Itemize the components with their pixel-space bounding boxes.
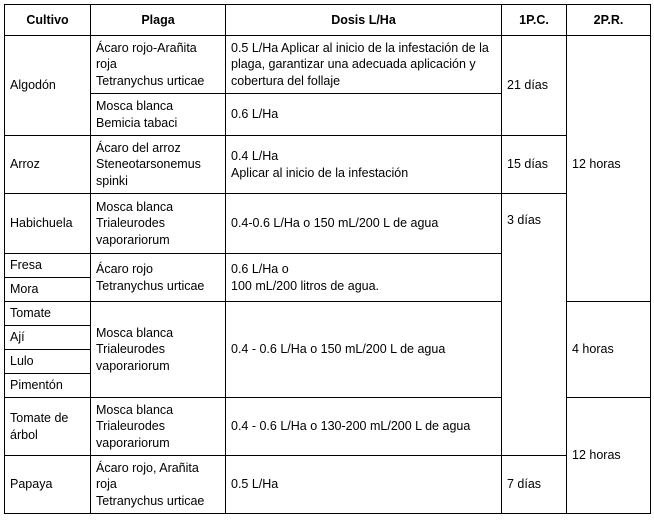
plaga-scientific: Tetranychus urticae [96, 278, 205, 293]
table-row [5, 36, 651, 94]
cell-pr-first: 12 horas [567, 136, 651, 194]
cell-pr-empty [567, 36, 651, 136]
header-plaga: Plaga [91, 5, 226, 36]
dosis-line: 0.4 L/Ha [231, 149, 279, 164]
cell-dosis: 0.5 L/Ha Aplicar al inicio de la infestación de la plaga, garantizar una adecuada aplicación y cobertura del follaje [226, 36, 502, 94]
cell-pr-third: 12 horas [567, 398, 651, 514]
plaga-scientific: Tetranychus urticae [96, 493, 205, 508]
cell-dosis [226, 136, 502, 194]
cell-dosis: 0.4-0.6 L/Ha o 150 mL/200 L de agua [226, 194, 502, 254]
dosis-line: Aplicar al inicio de la infestación [231, 165, 409, 180]
cell-dosis: 0.5 L/Ha [226, 456, 502, 514]
cell-plaga [91, 456, 226, 514]
plaga-common: Ácaro rojo, Arañita roja [96, 461, 199, 492]
cell-pr-second: 4 horas [567, 302, 651, 398]
cell-pc-papaya: 7 días [502, 456, 567, 514]
plaga-scientific: Steneotarsonemus spinki [96, 157, 201, 188]
dosis-line: 100 mL/200 litros de agua. [231, 278, 380, 293]
cell-cultivo-lulo: Lulo [5, 350, 91, 374]
cell-cultivo-aji: Ají [5, 326, 91, 350]
cell-cultivo-pimenton: Pimentón [5, 374, 91, 398]
plaga-scientific: Tetranychus urticae [96, 73, 205, 88]
cell-cultivo-habichuela: Habichuela [5, 194, 91, 254]
pc-middle-value: 3 días [507, 213, 542, 227]
cell-cultivo-fresa: Fresa [5, 254, 91, 278]
cell-cultivo-algodon: Algodón [5, 36, 91, 136]
plaga-scientific: Trialeurodes vaporariorum [96, 342, 170, 373]
plaga-common: Ácaro rojo [96, 262, 153, 277]
cell-plaga [91, 254, 226, 302]
cell-cultivo-mora: Mora [5, 278, 91, 302]
cell-plaga [91, 194, 226, 254]
cell-pc-arroz: 15 días [502, 136, 567, 194]
cell-cultivo-papaya: Papaya [5, 456, 91, 514]
plaga-common: Mosca blanca [96, 403, 174, 418]
cell-pr-empty [567, 194, 651, 302]
cell-plaga [91, 398, 226, 456]
cell-cultivo-tomate-arbol: Tomate de árbol [5, 398, 91, 456]
cell-dosis [226, 254, 502, 302]
plaga-scientific: Trialeurodes vaporariorum [96, 419, 170, 450]
plaga-scientific: Bemicia tabaci [96, 115, 178, 130]
cell-pc-middle [502, 194, 567, 456]
plaga-common: Ácaro del arroz [96, 141, 181, 156]
cell-dosis: 0.4 - 0.6 L/Ha o 130-200 mL/200 L de agua [226, 398, 502, 456]
table-row [5, 194, 651, 254]
table-row [5, 456, 651, 514]
plaga-common: Mosca blanca [96, 99, 174, 114]
dosis-line: 0.6 L/Ha o [231, 262, 289, 277]
table-row [5, 136, 651, 194]
plaga-common: Ácaro rojo-Arañita roja [96, 41, 197, 72]
header-dosis: Dosis L/Ha [226, 5, 502, 36]
cell-cultivo-tomate: Tomate [5, 302, 91, 326]
pesticide-dosage-table [4, 4, 651, 514]
cell-dosis: 0.6 L/Ha [226, 94, 502, 136]
cell-pc-algodon: 21 días [502, 36, 567, 136]
cell-plaga [91, 302, 226, 398]
header-pc: 1P.C. [502, 5, 567, 36]
plaga-scientific: Trialeurodes vaporariorum [96, 216, 170, 247]
cell-plaga [91, 136, 226, 194]
header-row [5, 5, 651, 36]
header-pr: 2P.R. [567, 5, 651, 36]
cell-dosis: 0.4 - 0.6 L/Ha o 150 mL/200 L de agua [226, 302, 502, 398]
cell-plaga [91, 94, 226, 136]
plaga-common: Mosca blanca [96, 200, 174, 215]
cell-plaga [91, 36, 226, 94]
plaga-common: Mosca blanca [96, 326, 174, 341]
header-cultivo: Cultivo [5, 5, 91, 36]
cell-cultivo-arroz: Arroz [5, 136, 91, 194]
